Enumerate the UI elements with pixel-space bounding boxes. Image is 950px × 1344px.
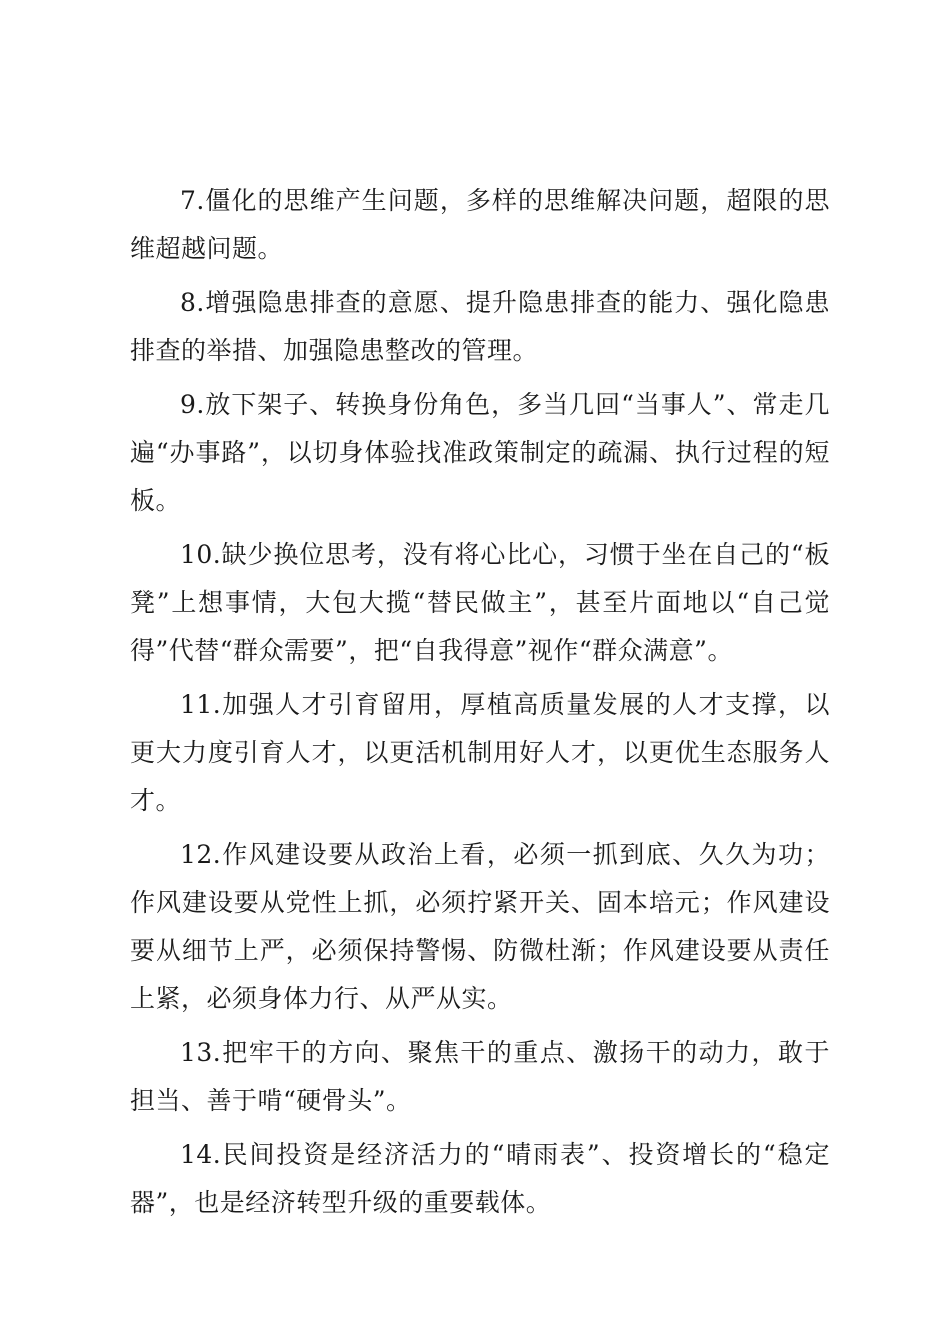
paragraph-9: 9.放下架子、转换身份角色，多当几回“当事人”、常走几遍“办事路”，以切身体验找准政策制定的疏漏、执行过程的短板。 [130,390,830,515]
paragraph-7: 7.僵化的思维产生问题，多样的思维解决问题，超限的思维超越问题。 [130,186,830,263]
document-body [130,177,830,1233]
paragraph-12: 12.作风建设要从政治上看，必须一抓到底、久久为功；作风建设要从党性上抓，必须拧紧开关、固本培元；作风建设要从细节上严，必须保持警惕、防微杜渐；作风建设要从责任上紧，必须身体力行、从严从实。 [130,840,830,1013]
paragraph-10: 10.缺少换位思考，没有将心比心，习惯于坐在自己的“板凳”上想事情，大包大揽“替民做主”，甚至片面地以“自己觉得”代替“群众需要”，把“自我得意”视作“群众满意”。 [130,540,830,665]
paragraph-8: 8.增强隐患排查的意愿、提升隐患排查的能力、强化隐患排查的举措、加强隐患整改的管理。 [130,288,830,365]
paragraph-11: 11.加强人才引育留用，厚植高质量发展的人才支撑，以更大力度引育人才，以更活机制用好人才，以更优生态服务人才。 [130,690,830,815]
paragraph-13: 13.把牢干的方向、聚焦干的重点、激扬干的动力，敢于担当、善于啃“硬骨头”。 [130,1038,830,1115]
paragraph-14: 14.民间投资是经济活力的“晴雨表”、投资增长的“稳定器”，也是经济转型升级的重要载体。 [130,1140,830,1217]
